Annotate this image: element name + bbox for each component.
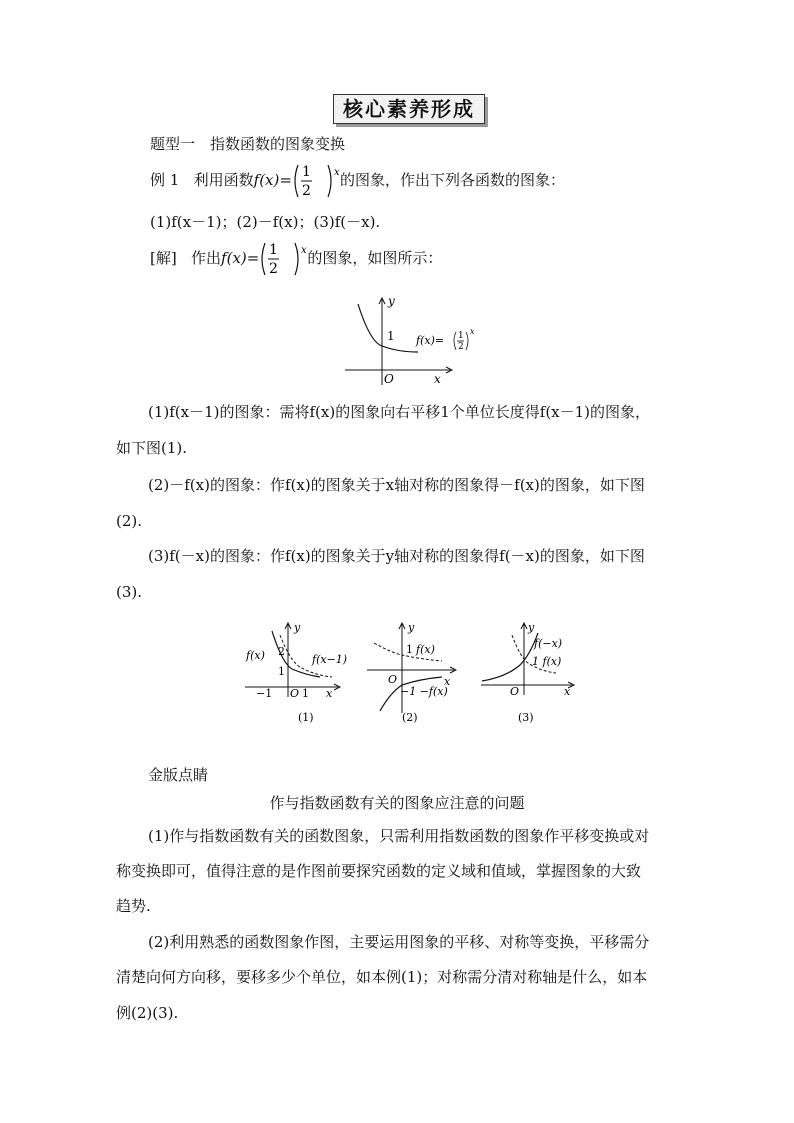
tip-p1-line1: (1)作与指数函数有关的函数图象，只需利用指数函数的图象作平移变换或对 [148,827,650,845]
graph2-caption: (2) [402,711,418,724]
topic-heading: 题型一 指数函数的图象变换 [150,135,346,153]
solution-text-a: 作出 [191,249,222,267]
main-tick-1: 1 [387,329,395,343]
graph1-x: x [326,687,333,700]
para2-line1: (2)－f(x)的图象：作f(x)的图象关于x轴对称的图象得－f(x)的图象，如下图 [148,476,645,494]
graph2-x: x [444,675,451,688]
graph3-curve-fneg [482,633,538,681]
graph1-o: O [290,687,300,700]
tip-heading: 作与指数函数有关的图象应注意的问题 [269,794,525,812]
example-eq: = [279,171,292,189]
graph2-o: O [388,673,398,686]
graph3-caption: (3) [518,711,534,724]
para1-line2: 如下图(1). [116,439,188,457]
solution-label: [解] [150,249,177,267]
solution-frac-den: 2 [269,261,279,277]
main-origin: O [384,372,394,386]
solution-frac-num: 1 [269,242,279,258]
graph-3 [476,615,586,730]
example-text-b: 的图象，作出下列各函数的图象： [339,171,565,189]
tip-p1-line3: 趋势. [116,897,151,915]
main-axis-y: y [388,294,395,308]
main-curve-label: f(x)= [416,334,445,347]
example-frac-num: 1 [301,164,311,180]
main-curve [358,304,418,352]
main-axis-x: x [434,372,441,386]
graph1-caption: (1) [298,711,314,724]
graph-1 [240,615,355,730]
graph1-tneg1: −1 [256,687,273,700]
main-curve-exp: x [470,327,475,336]
graph2-neg: −1 −f(x) [400,685,448,698]
graph1-y: y [294,621,301,634]
graph1-shift: f(x−1) [312,653,348,666]
tip-p2-line1: (2)利用熟悉的函数图象作图，主要运用图象的平移、对称等变换，平移需分 [148,933,650,951]
graph1-fx: f(x) [246,649,265,662]
solution-eq: = [246,249,260,267]
example-label: 例 1 [150,171,180,189]
graph2-y: y [408,621,415,634]
graph3-fneg: f(−x) [534,637,563,650]
graph3-y: y [528,621,535,634]
tip-p2-line2: 清楚向何方向移，要移多少个单位，如本例(1)；对称需分清对称轴是什么，如本 [116,968,648,986]
solution-exp: x [301,245,307,256]
para1-line1: (1)f(x－1)的图象：需将f(x)的图象向右平移1个单位长度得f(x－1)的图象， [148,403,651,421]
example-line [150,164,565,199]
example-frac-den: 2 [301,183,311,199]
graph1-t1x: 1 [302,687,309,700]
para2-line2: (2). [116,512,143,530]
graph3-x: x [564,685,571,698]
solution-text-b: 的图象，如图所示： [307,249,443,267]
example-exp: x [333,167,340,178]
graph-2 [362,615,462,730]
example-fraction [292,164,340,199]
main-curve-frac-den: 2 [458,342,464,352]
example-fx: f(x) [253,171,280,189]
graph3-o: O [510,685,520,698]
para3-line2: (3). [116,583,143,601]
solution-line [150,242,443,277]
solution-fx: f(x) [221,249,247,267]
section-title: 核心素养形成 [343,97,475,121]
tip-p2-line3: 例(2)(3). [116,1004,179,1022]
main-graph [340,290,490,390]
graph2-t1: 1 [406,643,413,656]
example-items: (1)f(x－1)；(2)－f(x)；(3)f(－x). [150,213,381,231]
para3-line1: (3)f(－x)的图象：作f(x)的图象关于y轴对称的图象得f(－x)的图象，如下图 [148,547,645,565]
tip-label: 金版点睛 [148,766,209,784]
tip-p1-line2: 称变换即可，值得注意的是作图前要探究函数的定义域和值域，掌握图象的大致 [116,862,642,880]
graph1-t2: 2 [278,645,285,658]
example-text-a: 利用函数 [193,171,254,189]
graph2-fx: f(x) [416,643,435,656]
graph3-fx: 1 f(x) [532,655,562,668]
section-title-box [333,94,485,124]
graph1-t1y: 1 [278,665,285,678]
solution-fraction [259,242,307,277]
main-curve-frac-num: 1 [458,331,464,341]
